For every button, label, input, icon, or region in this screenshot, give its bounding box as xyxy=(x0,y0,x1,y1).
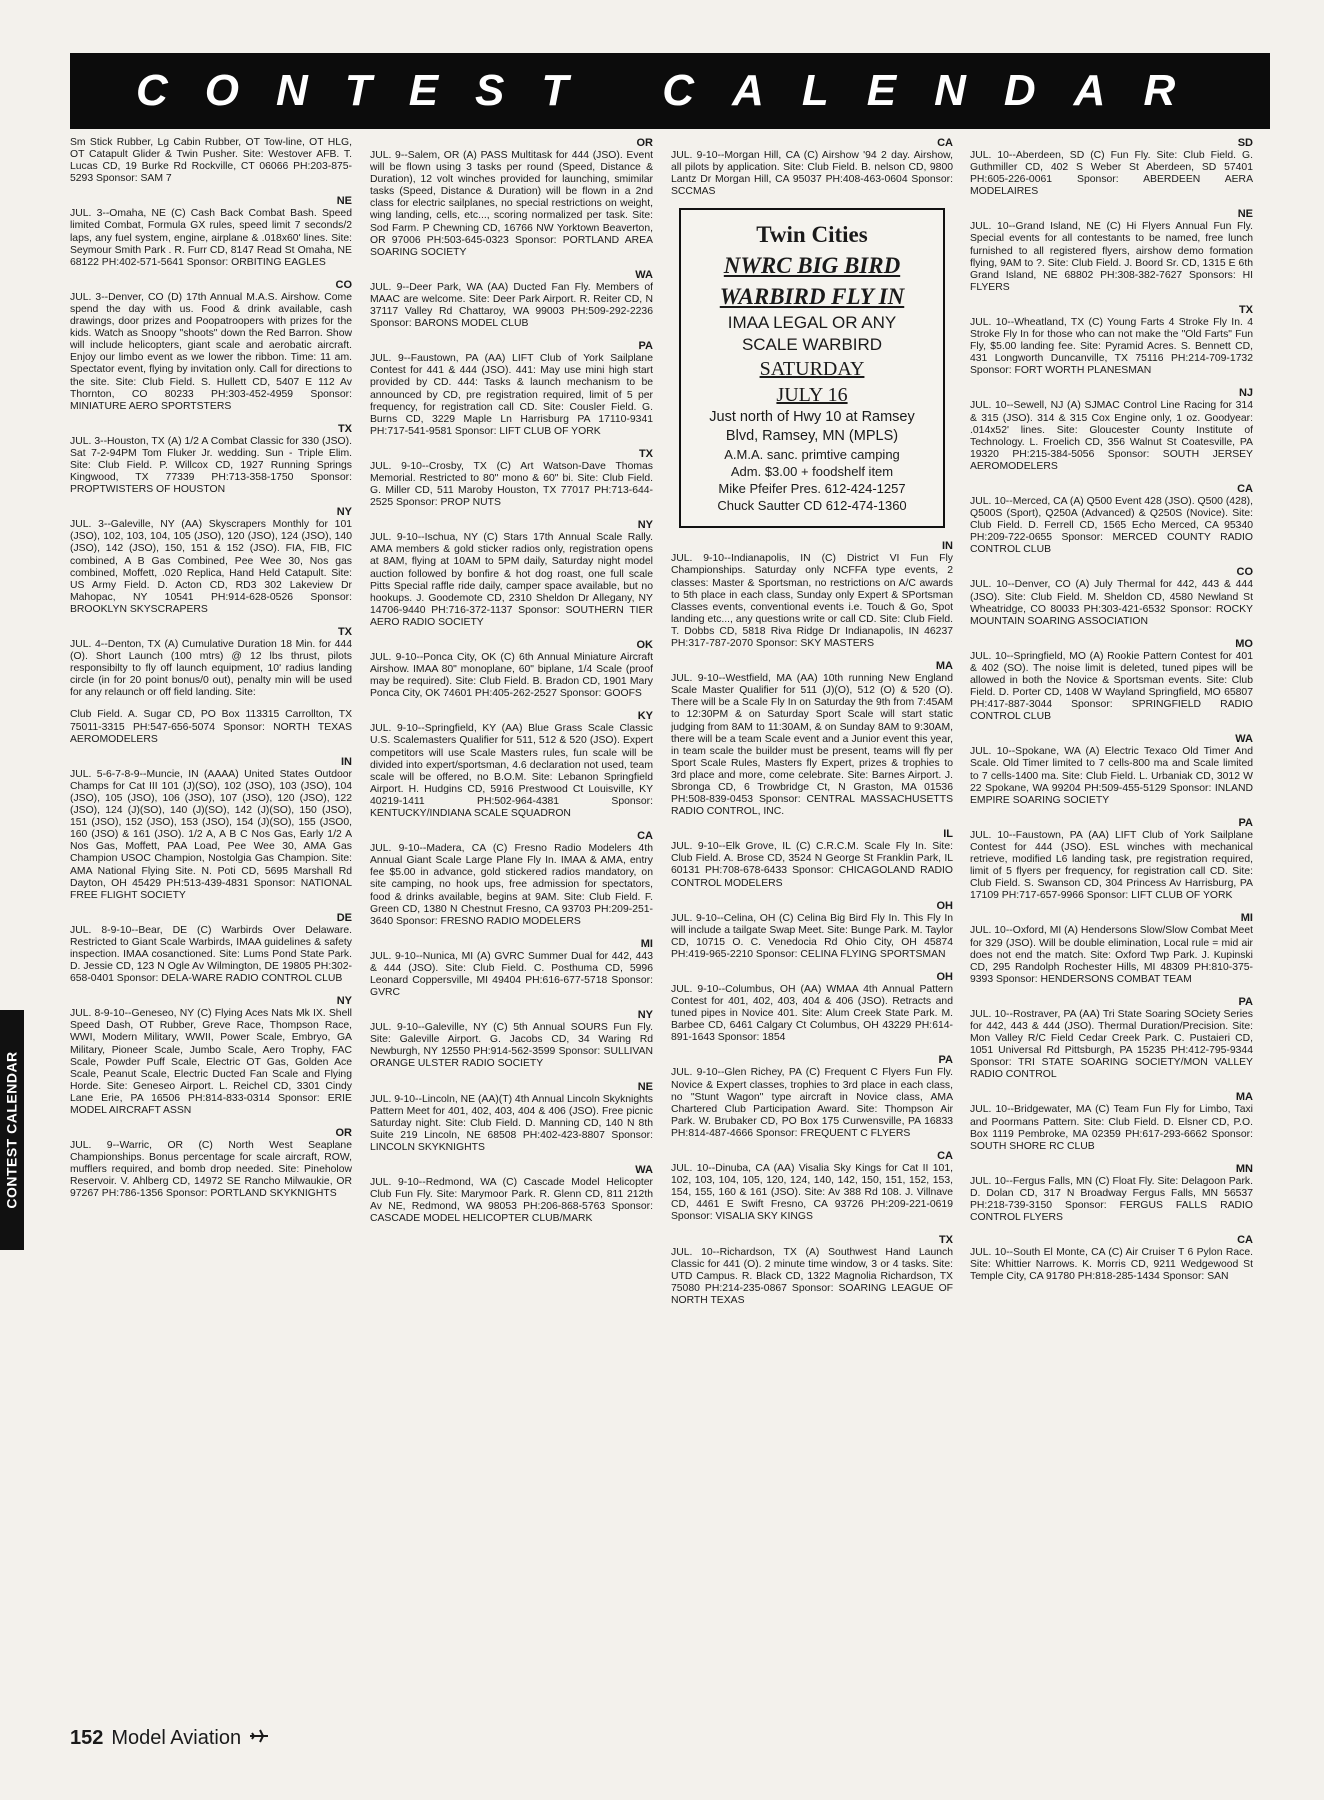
banner-letter: C xyxy=(662,66,695,115)
contest-listing: JUL. 9-10--Ponca City, OK (C) 6th Annual Miniature Aircraft Airshow. IMAA 80" monoplane, 60" biplane, 1/4 Scale (proof may be required). Site: Club Field. B. Bradon CD, 1901 Mary Ponca City, OK 74601 PH:405-262-2527 Sponsor: GOOFS xyxy=(370,652,653,700)
ad-headline: NWRC BIG BIRD xyxy=(723,253,901,279)
state-code: CA xyxy=(637,830,653,843)
ad-date: JULY 16 xyxy=(776,384,848,407)
contest-listing: JUL. 10--Denver, CO (A) July Thermal for 442, 443 & 444 (JSO). Site: Club Field. M. Sheldon CD, 4580 Newland St Wheatridge, CO 80033 PH:303-421-6532 Sponsor: ROCKY MOUNTAIN SOARING ASSOCIATION xyxy=(970,579,1253,627)
column-4 xyxy=(970,137,1253,1717)
flyin-advertisement xyxy=(679,208,945,528)
contest-listing: JUL. 10--Wheatland, TX (C) Young Farts 4 Stroke Fly In. 4 Stroke Fly In for those who can not make the "Old Farts" Fun Fly, $5.00 landing fee. Site: Pyramid Acres. S. Bennett CD, 431 Longworth Duncanville, TX 75116 PH:214-709-1732 Sponsor: FORT WORTH PLANESMAN xyxy=(970,316,1253,377)
state-code: NE xyxy=(1237,208,1253,221)
state-code: WA xyxy=(1235,733,1253,746)
contest-listing: JUL. 3--Omaha, NE (C) Cash Back Combat Bash. Speed limited Combat, Formula GX rules, speed limit 7 seconds/2 laps, any fuel system, engine, airplane & .018x60' lines. Site: Seymour Smith Park . R. Furr CD, 8147 Read St Omaha, NE 68122 PH:402-571-5641 Sponsor: ORBITING EAGLES xyxy=(70,208,352,268)
state-code: TX xyxy=(337,626,352,638)
state-code: MO xyxy=(1235,637,1253,650)
state-code: WA xyxy=(635,268,653,281)
contest-listing: JUL. 10--Spokane, WA (A) Electric Texaco Old Timer And Scale. Old Timer limited to 7 cells-800 ma and Scale limited to 7 cells-1400 ma. Site: Club Field. L. Urbaniak CD, 3012 W 22 Spokane, WA 99204 PH:509-455-5129 Sponsor: INLAND EMPIRE SOARING SOCIETY xyxy=(970,746,1253,806)
banner-letter: R xyxy=(1143,66,1176,115)
state-code: MN xyxy=(1235,1162,1253,1175)
ad-location: Blvd, Ramsey, MN (MPLS) xyxy=(725,428,899,445)
column-3-entries xyxy=(671,540,953,1307)
contest-listing: JUL. 9--Faustown, PA (AA) LIFT Club of York Sailplane Contest for 441 & 444 (JSO). 441: May use mini high start provided by CD. 444: Tasks & launch mechanism to be announced by CD, pre registration required, limit of 5 per frequency, for registration call CD. Site: Cousler Field. G. Burns CD, 3229 Maple Ln Harrisburg PA 17110-9341 PH:717-541-9581 Sponsor: LIFT CLUB OF YORK xyxy=(370,353,653,437)
contest-listing: JUL. 9-10--Crosby, TX (C) Art Watson-Dave Thomas Memorial. Restricted to 80" mono & 60" bi. Site: Club Field. G. Miller CD, 511 Maroby Houston, TX 77017 PH:713-644-2525 Sponsor: PROP NUTS xyxy=(370,460,653,509)
banner-letter: T xyxy=(344,66,372,115)
column-3-top-entries xyxy=(671,137,953,198)
state-code: KY xyxy=(637,710,653,723)
state-code: OH xyxy=(936,971,953,983)
state-code: MI xyxy=(1240,912,1253,925)
banner-letter: A xyxy=(1073,66,1106,115)
state-code: WA xyxy=(635,1164,653,1176)
contest-listing: JUL. 9-10--Westfield, MA (AA) 10th running New England Scale Master Qualifier for 511 (J)(O), 512 (O) & 520 (O). There will be a Scale Fly In on Saturday the 9th from 7:45AM to 12:30PM & on Saturday Sport Scale will start static judging from 8AM to 11:30AM, & on Sunday 8AM to 9:30AM, there will be a team Scale event and a Junior event this year, in team scale the builder must be present, teams will fly per Sport Scale Rules, Masters fly Expert, prizes & trophies to 3rd place and more, come celebrate. Site: Barnes Airport. J. Sbronga CD, 6 Trowbridge Ct, N Graston, MA 01536 PH:508-839-0453 Sponsor: CENTRAL MASSACHUSETTS RADIO CONTROL, INC. xyxy=(671,673,953,818)
banner-word-contest xyxy=(136,66,568,116)
state-code: NJ xyxy=(1238,387,1253,400)
contest-listing: JUL. 10--Fergus Falls, MN (C) Float Fly. Site: Delagoon Park. D. Dolan CD, 317 N Broadway Fergus Falls, MN 56537 PH:218-739-3150 Sponsor: FERGUS FALLS RADIO CONTROL FLYERS xyxy=(970,1175,1253,1224)
state-code: MA xyxy=(935,660,953,673)
contest-listing: JUL. 9-10--Madera, CA (C) Fresno Radio Modelers 4th Annual Giant Scale Large Plane Fly In. IMAA & AMA, entry fee $5.00 in advance, gold stickered radios mandatory, on site camping, no hook ups, free admission for spectators, food & drinks available, begins at 9AM. Site: Club Field. F. Green CD, 1380 N Chestnut Fresno, CA 93703 PH:209-251-3640 Sponsor: FRESNO RADIO MODELERS xyxy=(370,843,653,927)
contest-listing: JUL. 10--Rostraver, PA (AA) Tri State Soaring SOciety Series for 442, 443 & 444 (JSO). Thermal Duration/Precision. Site: Mon Valley R/C Field Cedar Creek Park. C. Pustaieri CD, 1051 Universal Rd Pittsburgh, PA 15235 PH:412-795-9344 Sponsor: TRI STATE SOARING SOCIETY/MON VALLEY RADIO CONTROL xyxy=(970,1008,1253,1081)
contest-listing: JUL. 9--Warric, OR (C) North West Seaplane Championships. Bonus percentage for scale aircraft, ROW, mufflers required, and bomb drop needed. Site: Pineholow Reservoir. V. Ahlberg CD, 14972 SE Rancho Milwaukie, OR 97267 PH:786-1356 Sponsor: PORTLAND SKYKNIGHTS xyxy=(70,1140,352,1200)
banner-word-calendar xyxy=(662,66,1175,116)
contest-listing: JUL. 9--Salem, OR (A) PASS Multitask for 444 (JSO). Event will be flown using 3 tasks per round (Speed, Distance & Duration), 12 volt winches provided for launching, smimilar tasks (Speed, Distance & Duration) will be flown in a 2nd class for electric sailplanes, no special restrictions on weight, wing landing, cells, etc..., scoring normalized per task. Site: Sod Farm. P Chewning CD, 16766 NW Yorktown Beaverton, OR 97006 PH:503-645-0323 Sponsor: PORTLAND AREA SOARING SOCIETY xyxy=(370,150,653,258)
ad-location: Just north of Hwy 10 at Ramsey xyxy=(709,409,915,426)
state-code: TX xyxy=(1238,303,1253,316)
state-code: PA xyxy=(1238,816,1253,829)
banner-letter: E xyxy=(866,66,897,115)
contest-listing: JUL. 9-10--Nunica, MI (A) GVRC Summer Dual for 442, 443 & 444 (JSO). Site: Club Field. C. Posthuma CD, 5996 Leonard Coppersville, MI 49404 PH:616-677-5718 Sponsor: GVRC xyxy=(370,950,653,999)
contest-listing: JUL. 5-6-7-8-9--Muncie, IN (AAAA) United States Outdoor Champs for Cat III 101 (J)(SO), 102 (JSO), 103 (JSO), 104 (JSO), 105 (JSO), 106 (JSO), 107 (JSO), 120 (JSO), 122 (JSO), 124 (J)(SO), 140 (J)(SO), 142 (J)(SO), 150 (JSO), 151 (JSO), 152 (JSO), 153 (JSO), 154 (J)(SO), 155 (JSO0, 160 (JSO) & 161 (JSO). 1/2 A, A B C Nos Gas, Early 1/2 A Nos Gas, Moffett, PAA Load, Pee Wee 30, AMA Gas Champion USOC Champion, Nostolgia Gas Champion. Site: AMA National Flying Site. N. Poti CD, 5695 Marshall Rd Dayton, OH 45429 PH:513-439-4831 Sponsor: NATIONAL FREE FLIGHT SOCIETY xyxy=(70,768,352,901)
calendar-columns xyxy=(0,137,1324,1717)
column-3 xyxy=(671,137,953,1717)
ad-headline: WARBIRD FLY IN xyxy=(719,284,905,310)
ad-text: SCALE WARBIRD xyxy=(741,335,883,355)
contest-listing: JUL. 9-10--Elk Grove, IL (C) C.R.C.M. Scale Fly In. Site: Club Field. A. Brose CD, 3524 N George St Franklin Park, IL 60131 PH:708-678-6433 Sponsor: CHICAGOLAND RADIO CONTROL MODELERS xyxy=(671,841,953,889)
page-footer xyxy=(70,1727,269,1750)
ad-title: Twin Cities xyxy=(756,222,868,248)
contest-listing: JUL. 10--Aberdeen, SD (C) Fun Fly. Site: Club Field. G. Guthmiller CD, 402 S Weber St Aberdeen, SD 57401 PH:605-226-0061 Sponsor: ABERDEEN AERA MODELAIRES xyxy=(970,150,1253,198)
banner-letter: L xyxy=(801,66,829,115)
contest-listing: JUL. 9-10--Glen Richey, PA (C) Frequent C Flyers Fun Fly. Novice & Expert classes, trophies to 3rd place in each class, no "Stunt Wagon" type aircraft in Novice class, AMA Chartered Club Participation Award. Site: Thompson Air Park. W. Brubaker CD, PO Box 175 Curwensville, PA 16833 PH:814-487-4666 Sponsor: FREQUENT C FLYERS xyxy=(671,1067,953,1139)
contest-listing: JUL. 3--Galeville, NY (AA) Skyscrapers Monthly for 101 (JSO), 102, 103, 104, 105 (JSO), 120 (JSO), 124 (JSO), 140 (JSO), 142 (JSO), 150, 151 & 152 (JSO). FIA, FIB, FIC combined, A B Gas Combined, Pee Wee 30, Nos gas combined, Moffett, .020 Replica, Hand Held Catapult. Site: US Army Field. D. Acton CD, RD3 302 Lakeview Dr Mahopac, NY 10541 PH:914-628-0526 Sponsor: BROOKLYN SKYSCRAPERS xyxy=(70,519,352,615)
state-code: NY xyxy=(336,506,352,519)
state-code: NY xyxy=(637,1009,653,1022)
contest-listing: Club Field. A. Sugar CD, PO Box 113315 Carrollton, TX 75011-3315 PH:547-656-5074 Sponsor: NORTH TEXAS AEROMODELERS xyxy=(70,709,352,745)
contest-listing: JUL. 9-10--Ischua, NY (C) Stars 17th Annual Scale Rally. AMA members & gold sticker radios only, registration opens at 8AM, flying at 10AM to 5PM daily, Saturday night model auction followed by bonfire & hot dog roast, one full scale Pitts Special raffle ride daily, camper space available, but no hookups. J. Goodemote CD, 2310 Sheldon Dr Allegany, NY 14706-9440 PH:716-372-1137 Sponsor: SOUTHERN TIER AERO RADIO SOCIETY xyxy=(370,532,653,628)
contest-listing: JUL. 10--Springfield, MO (A) Rookie Pattern Contest for 401 & 402 (SO). The noise limit is deleted, tuned pipes will be allowed in both the Novice & Sportsman events. Site: Club Field. D. Porter CD, 1408 W Wayland Springfield, MO 65807 PH:417-887-3044 Sponsor: SPRINGFIELD RADIO CONTROL CLUB xyxy=(970,650,1253,723)
column-1 xyxy=(70,137,352,1717)
state-code: MA xyxy=(1235,1091,1253,1104)
magazine-title: Model Aviation xyxy=(111,1727,242,1749)
banner-letter: S xyxy=(475,66,505,115)
state-code: CA xyxy=(937,1150,953,1163)
state-code: TX xyxy=(638,447,653,460)
state-code: TX xyxy=(337,422,352,435)
contest-listing: JUL. 10--Bridgewater, MA (C) Team Fun Fly for Limbo, Taxi and Poormans Pattern. Site: Club Field. D. Elsner CD, P.O. Box 1119 Pembroke, MA 02359 PH:617-293-6662 Sponsor: SOUTH SHORE RC CLUB xyxy=(970,1104,1253,1152)
contest-listing: JUL. 10--South El Monte, CA (C) Air Cruiser T 6 Pylon Race. Site: Whittier Narrows. K. Morris CD, 9211 Wedgewood St Temple City, CA 91780 PH:818-285-1434 Sponsor: SAN xyxy=(970,1247,1253,1283)
contest-listing: JUL. 10--Merced, CA (A) Q500 Event 428 (JSO). Q500 (428), Q500S (Sport), Q250A (Advanced) & Q250S (Novice). Site: Club Field. D. Ferrell CD, 1565 Echo Merced, CA 95340 PH:209-722-0655 Sponsor: MERCED COUNTY RADIO CONTROL CLUB xyxy=(970,495,1253,556)
banner-letter: E xyxy=(408,66,439,115)
state-code: MI xyxy=(640,937,653,950)
state-code: OK xyxy=(636,639,653,651)
state-code: IN xyxy=(341,755,352,768)
contest-listing: JUL. 9-10--Redmond, WA (C) Cascade Model Helicopter Club Fun Fly. Site: Marymoor Park. R. Glenn CD, 811 212th Av NE, Redmond, WA 98053 PH:206-868-5763 Sponsor: CASCADE MODEL HELICOPTER CLUB/MARK xyxy=(370,1177,653,1225)
state-code: CO xyxy=(335,278,352,291)
state-code: NY xyxy=(336,995,352,1008)
state-code: CA xyxy=(937,137,953,149)
banner-letter: A xyxy=(732,66,764,115)
banner-letter: N xyxy=(276,66,308,115)
state-code: CA xyxy=(1237,1234,1253,1247)
state-code: TX xyxy=(938,1233,953,1246)
contest-listing: JUL. 10--Richardson, TX (A) Southwest Hand Launch Classic for 441 (O). 2 minute time window, 3 or 4 tasks. Site: UTD Campus. R. Black CD, 1322 Magnolia Richardson, TX 75080 PH:214-235-0867 Sponsor: SOARING LEAGUE OF NORTH TEXAS xyxy=(671,1246,953,1306)
side-tab-label: CONTEST CALENDAR xyxy=(4,1051,20,1209)
contest-listing: JUL. 10--Sewell, NJ (A) SJMAC Control Line Racing for 314 & 315 (JSO). 314 & 315 Cox Engine only, 1 oz. Goodyear: .014x52' lines. Site: Gloucester County Institute of Technology. L. Froelich CD, 356 Walnut St Coatesville, PA 19320 PH:215-384-5056 Sponsor: SOUTH JERSEY AEROMODELERS xyxy=(970,400,1253,472)
contest-listing: JUL. 9-10--Indianapolis, IN (C) District VI Fun Fly Championships. Saturday only NCFFA type events, 2 classes: Master & Sportsman, no restrictions on A/C awards to 5th place in each class, Sunday only Expert & SPortsman Classes events, conventional events i.e. Touch & Go, Spot landing etc..., any questions write or call CD. Site: Club Field. T. Dobbs CD, 5818 Riva Ridge Dr Indianapolis, IN 46237 PH:317-787-2070 Sponsor: SKY MASTERS xyxy=(671,553,953,650)
column-2 xyxy=(370,137,653,1717)
contest-listing: JUL. 10--Oxford, MI (A) Hendersons Slow/Slow Combat Meet for 329 (JSO). Will be double elimination, Local rule = mid air does not end the match. Site: Oxford Twp Park. J. Kupinski CD, 295 Randolph Rochester Hills, MI 48309 PH:810-375-9393 Sponsor: HENDERSONS COMBAT TEAM xyxy=(970,925,1253,985)
state-code: PA xyxy=(638,340,653,353)
contest-listing: JUL. 3--Houston, TX (A) 1/2 A Combat Classic for 330 (JSO). Sat 7-2-94PM Tom Fluker Jr. wedding. Sun - Triple Elim. Site: Club Field. P. Willcox CD, 1927 Running Springs Kingwood, TX 77339 PH:713-358-1750 Sponsor: PROPTWISTERS OF HOUSTON xyxy=(70,435,352,496)
state-code: OR xyxy=(335,1127,352,1140)
ad-detail: Adm. $3.00 + foodshelf item xyxy=(730,464,894,480)
contest-listing: JUL. 10--Dinuba, CA (AA) Visalia Sky Kings for Cat II 101, 102, 103, 104, 105, 120, 124, 140, 142, 150, 151, 152, 153, 154, 155, 160 & 161 (JSO). Site: Av 388 Rd 108. J. Villnave CD, 4461 E Swift Fresno, CA 93726 PH:209-221-0619 Sponsor: VISALIA SKY KINGS xyxy=(671,1163,953,1223)
state-code: NE xyxy=(637,1080,653,1093)
state-code: IN xyxy=(942,540,953,553)
banner-letter: O xyxy=(204,66,240,115)
page-number: 152 xyxy=(70,1727,104,1749)
airplane-icon xyxy=(249,1727,269,1750)
contest-listing: JUL. 9-10--Morgan Hill, CA (C) Airshow '94 2 day. Airshow, all pilots by application. Site: Club Field. B. nelson CD, 9800 Lantz Dr Morgan Hill, CA 95037 PH:408-463-0604 Sponsor: SCCMAS xyxy=(671,150,953,198)
section-banner xyxy=(70,53,1270,129)
banner-letter: D xyxy=(1003,66,1036,115)
contest-listing: Sm Stick Rubber, Lg Cabin Rubber, OT Tow-line, OT HLG, OT Catapult Glider & Twin Pusher. Site: Westover AFB. T. Lucas CD, 19 Burke Rd Rockville, CT 06066 PH:203-875-5293 Sponsor: SAM 7 xyxy=(70,137,352,185)
contest-listing: JUL. 9-10--Galeville, NY (C) 5th Annual SOURS Fun Fly. Site: Galeville Airport. G. Jacobs CD, 34 Waring Rd Newburgh, NY 12550 PH:914-562-3599 Sponsor: SULLIVAN ORANGE ULSTER RADIO SOCIETY xyxy=(370,1022,653,1070)
contest-listing: JUL. 9-10--Springfield, KY (AA) Blue Grass Scale Classic U.S. Scalemasters Qualifier for 511, 512 & 520 (JSO). Expert competitors will use Scale Masters rules, fun scale will be divided into expert/sportsman, 4.6 declaration not used, team scale will be offered, no B.O.M. Site: Lebanon Springfield Airport. H. Hudgins CD, 5916 Prestwood Ct Louisville, KY 40219-1411 PH:502-964-4381 Sponsor: KENTUCKY/INDIANA SCALE SQUADRON xyxy=(370,723,653,820)
banner-letter: C xyxy=(136,66,168,115)
contest-listing: JUL. 10--Grand Island, NE (C) Hi Flyers Annual Fun Fly. Special events for all contestants to be named, free lunch furnished to all registered flyers, airshow demo formation flying, 9AM to ?. Site: Club Field. J. Boord Sr. CD, 1315 E 6th Grand Island, NE 68802 PH:308-382-7627 Sponsors: HI FLYERS xyxy=(970,221,1253,293)
contest-listing: JUL. 8-9-10--Bear, DE (C) Warbirds Over Delaware. Restricted to Giant Scale Warbirds, IMAA guidelines & safety inspection. IMAA cosanctioned. Site: Lums Pond State Park. D. Jessie CD, 123 N Ogle Av Wilmington, DE 19805 PH:302-658-0401 Sponsor: DELA-WARE RADIO CONTROL CLUB xyxy=(70,924,352,985)
contest-listing: JUL. 10--Faustown, PA (AA) LIFT Club of York Sailplane Contest for 444 (JSO). ESL winches with mechanical retrieve, modified L6 landing task, pre registration required, limit of 5 flyers per frequency, for registration call CD. Site: Club Field. S. Swanson CD, 304 Princess Av Harrisburg, PA 17109 PH:717-657-9966 Sponsor: LIFT CLUB OF YORK xyxy=(970,829,1253,902)
banner-letter: T xyxy=(541,66,569,115)
state-code: OH xyxy=(936,899,953,912)
ad-day: SATURDAY xyxy=(759,358,865,381)
contest-listing: JUL. 3--Denver, CO (D) 17th Annual M.A.S. Airshow. Come spend the day with us. Food & drink available, cash drawings, door prizes and Poopatroopers with prizes for the kids. Watch as Snoopy "shoots" down the Red Barron. Show will include helicopters, giant scale and aerobatic aircraft. Enjoy our limbo event as we lower the ribbon. Time: 11 am. Spectator event, flying by invitation only. Call for directions to the site. Site: Club Field. S. Hullett CD, 5407 E 112 Av Thornton, CO 80233 PH:303-452-4959 Sponsor: MINIATURE AERO SPORTSTERS xyxy=(70,291,352,412)
state-code: CA xyxy=(1237,482,1253,495)
state-code: NY xyxy=(637,519,653,532)
contest-listing: JUL. 4--Denton, TX (A) Cumulative Duration 18 Min. for 444 (O). Short Launch (100 mtrs) @ 12 lbs thrust, pilots responsibilty to fly off launch equipment, 10' radius landing circle (in for 20 point bonus/0 out), penalty min will be used for any relaunch or off field landing. Site: xyxy=(70,639,352,699)
state-code: NE xyxy=(336,195,352,208)
state-code: PA xyxy=(1238,995,1253,1008)
state-code: DE xyxy=(336,911,352,924)
contest-listing: JUL. 9-10--Celina, OH (C) Celina Big Bird Fly In. This Fly In will include a tailgate Swap Meet. Site: Bunge Park. M. Taylor CD, 10715 O. C. Venedocia Rd Ohio City, OH 45874 PH:419-965-2210 Sponsor: CELINA FLYING SPORTSMAN xyxy=(671,912,953,960)
contest-listing: JUL. 9--Deer Park, WA (AA) Ducted Fan Fly. Members of MAAC are welcome. Site: Deer Park Airport. R. Reiter CD, N 37117 Valley Rd Chattaroy, WA 99003 PH:509-292-2236 Sponsor: BARONS MODEL CLUB xyxy=(370,281,653,330)
contest-listing: JUL. 8-9-10--Geneseo, NY (C) Flying Aces Nats Mk IX. Shell Speed Dash, OT Rubber, Greve Race, Thompson Race, WWI, Modern Military, WWII, Power Scale, Embryo, GA Military, Pioneer Scale, Jumbo Scale, Aero Trophy, FAC Scale, Powder Puff Scale, Electric OT Gas, Golden Ace Scale, Peanut Scale, Electric Ducted Fan Scale and Flying Horde. Site: Geneseo Airport. L. Reichel CD, 3301 Cindy Lane Erie, PA 16506 PH:814-833-0314 Sponsor: ERIE MODEL AIRCRAFT ASSN xyxy=(70,1008,352,1116)
ad-detail: A.M.A. sanc. primtive camping xyxy=(724,447,900,463)
contest-listing: JUL. 9-10--Columbus, OH (AA) WMAA 4th Annual Pattern Contest for 401, 402, 403, 404 & 406 (JSO). Retracts and tuned pipes in Novice 401. Site: Alum Creek State Park. M. Barbee CD, 6461 Calgary Ct Columbus, OH 43229 PH:614-891-1643 Sponsor: 1854 xyxy=(671,984,953,1044)
state-code: IL xyxy=(943,828,953,841)
ad-text: IMAA LEGAL OR ANY xyxy=(727,313,897,333)
state-code: SD xyxy=(1237,137,1253,149)
state-code: OR xyxy=(636,137,653,149)
ad-contact: Chuck Sautter CD 612-474-1360 xyxy=(717,498,907,514)
banner-letter: N xyxy=(934,66,966,115)
state-code: PA xyxy=(938,1054,953,1067)
ad-contact: Mike Pfeifer Pres. 612-424-1257 xyxy=(718,481,906,497)
contest-listing: JUL. 9-10--Lincoln, NE (AA)(T) 4th Annual Lincoln Skyknights Pattern Meet for 401, 402, 403, 404 & 406 (JSO). Free picnic Saturday night. Site: Club Field. D. Manning CD, 140 N 8th Suite 219 Lincoln, NE 68508 PH:402-423-8807 Sponsor: LINCOLN SKYKNIGHTS xyxy=(370,1093,653,1153)
state-code: CO xyxy=(1236,566,1253,579)
